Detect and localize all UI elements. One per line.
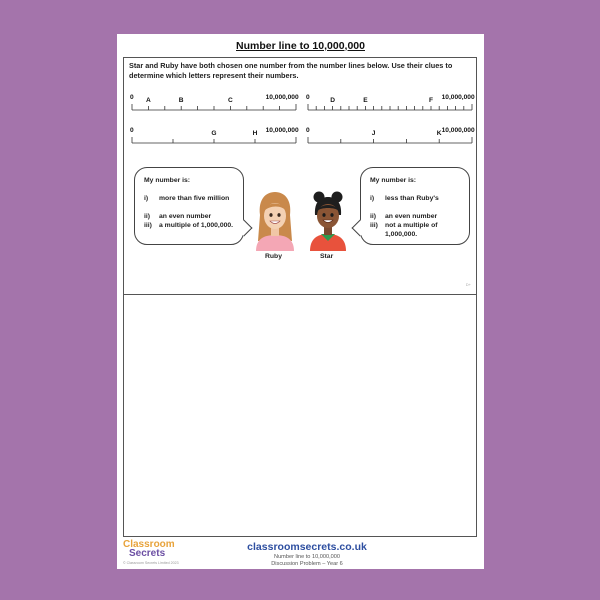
star-clue-2 [370, 213, 461, 222]
number-line-end-label: 10,000,000 [265, 94, 299, 101]
footer [117, 539, 484, 569]
ruby-clue-2 [144, 213, 235, 222]
ruby-bubble-tail [236, 220, 253, 237]
copyright-text: © Classroom Secrets Limited 2023 [123, 561, 179, 565]
star-clue-1-num: i) [370, 195, 375, 202]
worksheet-title: Number line to 10,000,000 [236, 40, 365, 52]
star-bubble-tail [352, 220, 369, 237]
number-line-1 [130, 94, 299, 120]
ruby-clue-2-text: an even number [159, 213, 212, 220]
number-line-letter-g: G [211, 130, 217, 137]
star-name: Star [320, 253, 334, 260]
number-line-letter-f: F [428, 97, 434, 104]
ruby-clue-3 [144, 222, 235, 231]
star-character [305, 189, 351, 251]
website-link[interactable]: classroomsecrets.co.uk [247, 541, 367, 553]
number-line-letter-h: H [252, 130, 258, 137]
star-clue-3-num: iii) [370, 222, 378, 229]
number-line-3 [130, 127, 299, 153]
ruby-clue-2-num: ii) [144, 213, 151, 220]
star-clue-2-num: ii) [370, 213, 377, 220]
footer-subtitle-2: Discussion Problem – Year 6 [271, 561, 343, 567]
star-clue-3-text: not a multiple of 1,000,000. [385, 222, 438, 238]
star-clue-1-text: less than Ruby's [385, 195, 439, 202]
number-line-start-label: 0 [306, 127, 310, 134]
number-line-end-label: 10,000,000 [265, 127, 299, 134]
ruby-clue-1 [144, 195, 235, 204]
ruby-character [252, 189, 298, 251]
number-line-end-label: 10,000,000 [441, 94, 475, 101]
number-line-letter-d: D [330, 97, 335, 104]
number-line-letter-j: J [371, 130, 376, 137]
number-line-end-label: 10,000,000 [441, 127, 475, 134]
star-clue-2-text: an even number [385, 213, 438, 220]
ruby-clue-3-text: a multiple of 1,000,000. [159, 222, 234, 229]
number-line-letter-b: B [178, 97, 184, 104]
star-bubble-heading: My number is: [370, 177, 417, 184]
classroom-secrets-logo [123, 541, 175, 558]
number-line-letter-a: A [146, 97, 151, 104]
number-line-start-label: 0 [130, 94, 134, 101]
number-line-start-label: 0 [306, 94, 310, 101]
page-number: D+ [465, 282, 471, 287]
number-line-letter-e: E [363, 97, 368, 104]
number-line-letter-k: K [436, 130, 442, 137]
number-line-2 [306, 94, 475, 120]
logo-line-2: Secrets [129, 547, 166, 559]
star-speech-bubble [360, 167, 470, 245]
ruby-name: Ruby [265, 253, 282, 260]
ruby-clue-1-num: i) [144, 195, 149, 202]
ruby-speech-bubble [134, 167, 244, 245]
star-clue-1 [370, 195, 461, 204]
number-line-4 [306, 127, 475, 153]
star-clue-3 [370, 222, 461, 239]
logo-line-1: Classroom [123, 539, 175, 550]
number-line-letter-c: C [228, 97, 233, 104]
answer-area-divider [124, 294, 476, 295]
question-box [123, 57, 477, 537]
intro-text: Star and Ruby have both chosen one number from the number lines below. Use their clues to determine which letters represent their numbers. [129, 61, 453, 80]
worksheet-page [117, 34, 484, 569]
ruby-bubble-heading: My number is: [144, 177, 191, 184]
ruby-clue-3-num: iii) [144, 222, 152, 229]
footer-subtitle-1: Number line to 10,000,000 [274, 554, 340, 560]
ruby-clue-1-text: more than five million [159, 195, 230, 202]
number-line-start-label: 0 [130, 127, 134, 134]
